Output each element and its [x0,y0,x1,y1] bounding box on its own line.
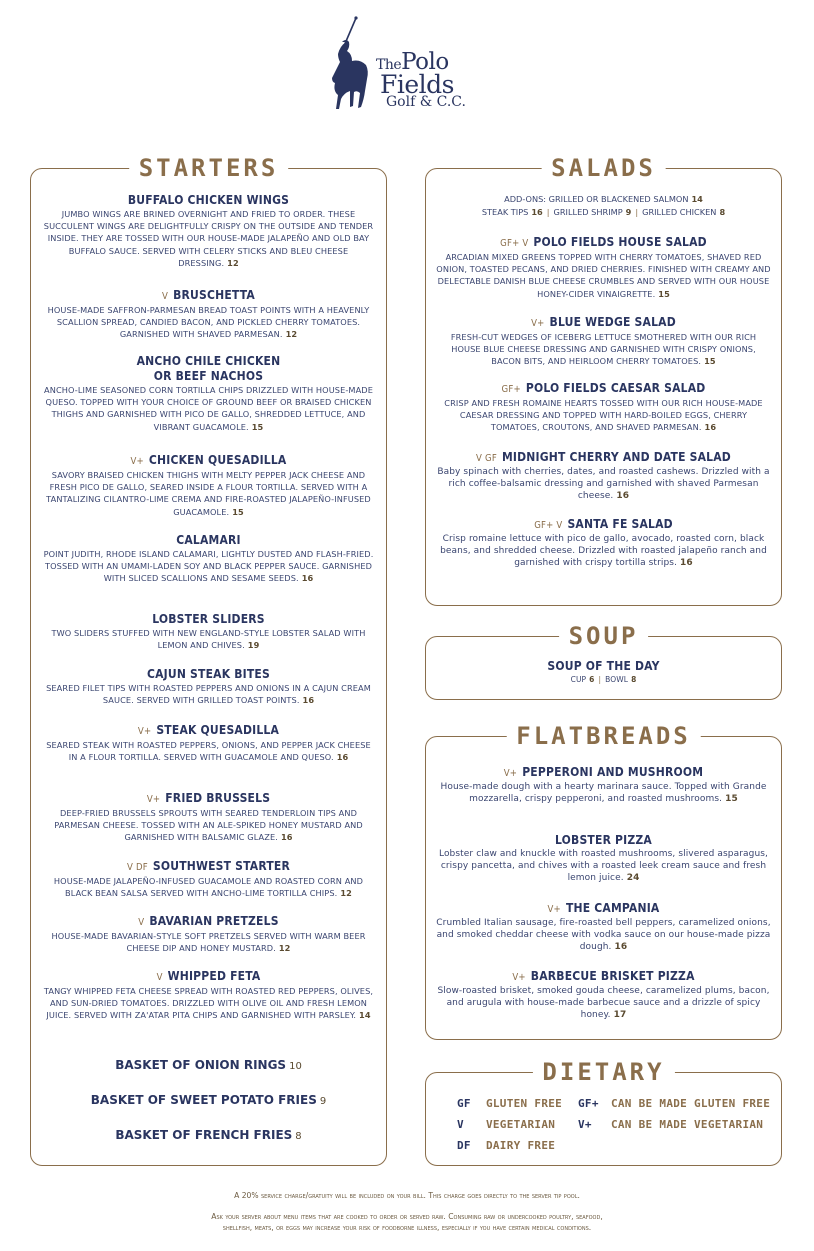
soup-of-the-day: SOUP OF THE DAY CUP 6 | BOWL 8 [547,659,660,684]
item-price: 15 [704,356,716,367]
item-price: 12 [340,888,352,899]
item-name: POLO FIELDS CAESAR SALAD [525,381,706,395]
dietary-tag: V+ [146,794,161,805]
basket-onion-rings: BASKET OF ONION RINGS 10 [115,1058,302,1072]
dietary-tag: V+ [137,726,152,737]
item-title [41,859,376,875]
starters-item [41,533,376,585]
item-name: BAVARIAN PRETZELS [149,914,279,928]
item-description [41,875,376,899]
flatbreads-item [436,765,771,805]
item-desc-text: SEARED FILET TIPS WITH ROASTED PEPPERS AND ONIONS IN A CAJUN CREAM SAUCE. SERVED WITH GRILLED TOAST POINTS. [46,683,371,706]
diet-gf: GF GLUTEN FREE [457,1097,563,1110]
starters-item [41,723,376,763]
item-title [436,901,771,917]
flatbreads-section [425,722,782,1040]
item-desc-text: Crisp romaine lettuce with pico de gallo, avocado, roasted corn, black beans, and shredded cheese. Drizzled with roasted jalapeño ranch and garnished with crispy tortilla strips. [440,534,767,569]
item-description [436,781,771,805]
item-desc-text: HOUSE-MADE SAFFRON-PARMESAN BREAD TOAST POINTS WITH A HEAVENLY SCALLION SPREAD, CANDIED BACON, AND PICKLED CHERRY TOMATOES. GARNISHED WITH SHAVED PARMESAN. [47,305,370,340]
dietary-tag: V [162,291,169,302]
item-price: 12 [285,329,298,340]
item-description [41,930,376,954]
item-description [41,304,376,341]
dietary-tag: GF+ V [500,238,529,249]
item-desc-text: JUMBO WINGS ARE BRINED OVERNIGHT AND FRIED TO ORDER. THESE SUCCULENT WINGS ARE DELIGHTFULLY CRISPY ON THE OUTSIDE AND TENDER INSIDE. THEY ARE TOSSED WITH OUR HOUSE-MADE JALAPEÑO AND OLD BAY BUFFALO SAUCE. SERVED WITH CELERY STICKS AND BLEU CHEESE DRESSING. [43,209,374,268]
salads-item [436,315,771,368]
dietary-tag: V GF [476,453,497,464]
starters-item [41,914,376,954]
starters-item [41,791,376,844]
starters-item [41,288,376,341]
item-title [41,969,376,985]
item-name: CALAMARI [176,533,241,547]
item-title [436,517,771,533]
item-price: 16 [614,942,628,953]
basket-french-fries: BASKET OF FRENCH FRIES 8 [115,1128,302,1142]
item-title [41,791,376,807]
item-name: POLO FIELDS HOUSE SALAD [533,235,707,249]
item-price: 15 [658,288,670,299]
item-description [41,807,376,844]
brand-logo [328,16,498,126]
item-name: PEPPERONI AND MUSHROOM [522,765,704,779]
diet-df: DF DAIRY FREE [457,1139,556,1152]
item-title [41,612,376,627]
item-desc-text: ARCADIAN MIXED GREENS TOPPED WITH CHERRY TOMATOES, SHAVED RED ONION, TOASTED PECANS, AND DRIED CHERRIES. FINISHED WITH CREAMY AND DELECTABLE DANISH BLUE CHEESE CRUMBLES AND SERVED WITH OUR HOUSE HONEY-CIDER VINAIGRETTE. [436,252,771,299]
item-title [436,381,771,397]
item-name: MIDNIGHT CHERRY AND DATE SALAD [501,450,731,464]
item-price: 15 [232,506,244,517]
dietary-section [425,1058,782,1166]
item-name: FRIED BRUSSELS [165,791,271,805]
item-desc-text: DEEP-FRIED BRUSSELS SPROUTS WITH SEARED TENDERLOIN TIPS AND PARMESAN CHEESE. TOSSED WITH AN ALE-SPIKED HONEY MUSTARD AND GARNISHED WITH BALSAMIC GLAZE. [54,808,363,843]
item-desc-text: ANCHO-LIME SEASONED CORN TORTILLA CHIPS DRIZZLED WITH HOUSE-MADE QUESO. TOPPED WITH YOUR CHOICE OF GROUND BEEF OR BRAISED CHICKEN THIGHS AND GARNISHED WITH PICO DE GALLO, SHREDDED LETTUCE, AND VIBRANT GUACAMOLE. [44,385,373,432]
item-desc-text: FRESH-CUT WEDGES OF ICEBERG LETTUCE SMOTHERED WITH OUR RICH HOUSE BLUE CHEESE DRESSING AND GARNISHED WITH CRISPY ONIONS, BACON BITS, AND HEIRLOOM CHERRY TOMATOES. [450,332,757,367]
item-desc-text: SEARED STEAK WITH ROASTED PEPPERS, ONIONS, AND PEPPER JACK CHEESE IN A FLOUR TORTILLA. SERVED WITH GUACAMOLE AND QUESO. [46,740,371,763]
dietary-tag: V [156,972,163,983]
item-description [41,682,376,706]
item-desc-text: SAVORY BRAISED CHICKEN THIGHS WITH MELTY PEPPER JACK CHEESE AND FRESH PICO DE GALLO, SEARED INSIDE A FLOUR TORTILLA. SERVED WITH A TANTALIZING CILANTRO-LIME CREMA AND FIRE-ROASTED JALAPEÑO-INFUSED GUACAMOLE. [46,470,371,517]
item-price: 15 [251,421,264,432]
starters-item [41,612,376,651]
salads-item [436,450,771,503]
item-name: ANCHO CHILE CHICKEN OR BEEF NACHOS [136,354,281,383]
salads-title: SALADS [541,154,666,182]
item-description [436,331,771,368]
item-title [41,914,376,930]
item-name: CAJUN STEAK BITES [146,667,270,681]
starters-item [41,969,376,1022]
item-desc-text: TWO SLIDERS STUFFED WITH NEW ENGLAND-STYLE LOBSTER SALAD WITH LEMON AND CHIVES. [51,628,366,651]
item-title [436,833,771,848]
diet-v-plus: V+ CAN BE MADE VEGETARIAN [578,1118,764,1131]
brand-wordmark: ThePolo Fields Golf & C.C. [376,49,466,111]
dietary-tag: GF+ V [534,520,563,531]
service-charge-note: A 20% service charge/gratuity will be included on your bill. This charge goes directly to the server tip pool. [234,1191,580,1200]
item-title [41,723,376,739]
diet-v: V VEGETARIAN [457,1118,556,1131]
flatbreads-item [436,833,771,885]
item-price: 12 [227,257,239,268]
item-name: BLUE WEDGE SALAD [549,315,676,329]
item-name: LOBSTER PIZZA [555,833,652,847]
item-name: BRUSCHETTA [173,288,255,302]
dietary-tag: V+ [512,972,526,983]
item-description [41,985,376,1022]
item-price: 16 [301,573,314,584]
item-name: STEAK QUESADILLA [156,723,280,737]
item-description [436,466,771,503]
item-desc-text: House-made dough with a hearty marinara sauce. Topped with Grande mozzarella, crispy pepperoni, and roasted mushrooms. [440,782,767,805]
item-price: 16 [336,752,349,763]
item-desc-text: Slow-roasted brisket, smoked gouda cheese, caramelized plums, bacon, and arugula with house-made barbecue sauce and a drizzle of spicy honey. [437,986,770,1021]
item-desc-text: HOUSE-MADE BAVARIAN-STYLE SOFT PRETZELS SERVED WITH WARM BEER CHEESE DIP AND HONEY MUSTARD. [51,931,366,954]
item-title [436,315,771,331]
dietary-tag: V+ [531,318,545,329]
item-description [41,739,376,763]
item-name: SANTA FE SALAD [567,517,673,531]
item-title [436,969,771,985]
starters-item [41,193,376,269]
item-description [436,848,771,885]
item-title [41,667,376,682]
item-title [41,193,376,208]
diet-gf-plus: GF+ CAN BE MADE GLUTEN FREE [578,1097,771,1110]
item-description [436,397,771,434]
dietary-tag: V+ [503,768,518,779]
soup-section [425,622,782,700]
dietary-tag: GF+ [501,384,521,395]
flatbreads-title: FLATBREADS [506,722,701,750]
item-description [436,251,771,300]
basket-sweet-potato-fries: BASKET OF SWEET POTATO FRIES 9 [90,1093,327,1107]
item-price: 19 [247,640,260,651]
item-description [436,985,771,1022]
item-price: 16 [280,832,293,843]
item-price: 16 [680,558,693,569]
item-title [41,354,376,384]
item-name: CHICKEN QUESADILLA [148,453,287,467]
item-price: 12 [278,943,291,954]
item-title [436,235,771,251]
item-desc-text: POINT JUDITH, RHODE ISLAND CALAMARI, LIGHTLY DUSTED AND FLASH-FRIED. TOSSED WITH AN UMAMI-LADEN SOY AND BLACK PEPPER SAUCE. GARNISHED WITH SLICED SCALLIONS AND SESAME SEEDS. [43,549,374,584]
item-name: THE CAMPANIA [565,901,660,915]
item-price: 17 [613,1010,627,1021]
item-title [436,450,771,466]
item-price: 16 [704,422,717,433]
starters-item [41,667,376,706]
item-name: SOUTHWEST STARTER [152,859,290,873]
item-desc-text: HOUSE-MADE JALAPEÑO-INFUSED GUACAMOLE AND ROASTED CORN AND BLACK BEAN SALSA SERVED WITH ANCHO-LIME TORTILLA CHIPS. [53,876,364,899]
item-name: BARBECUE BRISKET PIZZA [530,969,695,983]
polo-player-icon [328,16,378,126]
starters-item [41,453,376,518]
raw-food-warning-2: shellfish, meats, or eggs may increase your risk of foodborne illness, especially if you have certain medical conditions. [222,1223,592,1232]
dietary-tag: V+ [547,904,561,915]
item-title [436,765,771,781]
item-title [41,453,376,469]
item-price: 16 [616,491,630,502]
item-price: 16 [302,695,315,706]
item-description [41,469,376,518]
item-price: 15 [725,794,738,805]
item-description [41,627,376,651]
dietary-tag: V DF [127,862,148,873]
item-desc-text: TANGY WHIPPED FETA CHEESE SPREAD WITH ROASTED RED PEPPERS, OLIVES, AND SUN-DRIED TOMATOES. DRIZZLED WITH OLIVE OIL AND FRESH LEMON JUICE. SERVED WITH ZA'ATAR PITA CHIPS AND GARNISHED WITH PARSLEY. [43,986,374,1021]
dietary-tag: V+ [130,456,144,467]
item-desc-text: Crumbled Italian sausage, fire-roasted bell peppers, caramelized onions, and smoked cheddar cheese with vodka sauce on our house-made pizza dough. [436,918,771,953]
item-description [436,533,771,570]
item-desc-text: Lobster claw and knuckle with roasted mushrooms, slivered asparagus, crispy pancetta, and chives with a roasted leek cream sauce and fresh lemon juice. [439,849,768,884]
salads-item [436,235,771,300]
dietary-title: DIETARY [532,1058,674,1086]
dietary-tag: V [138,917,145,928]
salad-addons: ADD-ONS: GRILLED OR BLACKENED SALMON 14 STEAK TIPS 16 | GRILLED SHRIMP 9 | GRILLED CHICKEN 8 [481,194,726,217]
item-title [41,288,376,304]
salads-item [436,517,771,570]
item-name: WHIPPED FETA [167,969,261,983]
starters-title: STARTERS [129,154,289,182]
starters-item [41,859,376,899]
soup-title: SOUP [559,622,649,650]
item-desc-text: CRISP AND FRESH ROMAINE HEARTS TOSSED WITH OUR RICH HOUSE-MADE CAESAR DRESSING AND TOPPED WITH HARD-BOILED EGGS, CHERRY TOMATOES, CROUTONS, AND SHAVED PARMESAN. [444,398,763,433]
item-name: LOBSTER SLIDERS [152,612,265,626]
salads-item [436,381,771,434]
salads-section [425,154,782,606]
flatbreads-item [436,901,771,954]
item-price: 14 [359,1010,371,1021]
starters-item [41,354,376,433]
flatbreads-item [436,969,771,1022]
item-name: BUFFALO CHICKEN WINGS [127,193,290,207]
item-description [41,548,376,585]
item-price: 24 [626,873,640,884]
item-description [41,208,376,269]
raw-food-warning-1: Ask your server about menu items that are cooked to order or served raw. Consuming raw or undercooked poultry, seafood, [211,1212,603,1221]
item-description [41,384,376,433]
item-title [41,533,376,548]
starters-section [30,154,387,1166]
item-description [436,917,771,954]
item-desc-text: Baby spinach with cherries, dates, and roasted cashews. Drizzled with a rich coffee-balsamic dressing and garnished with shaved Parmesan cheese. [437,467,770,502]
